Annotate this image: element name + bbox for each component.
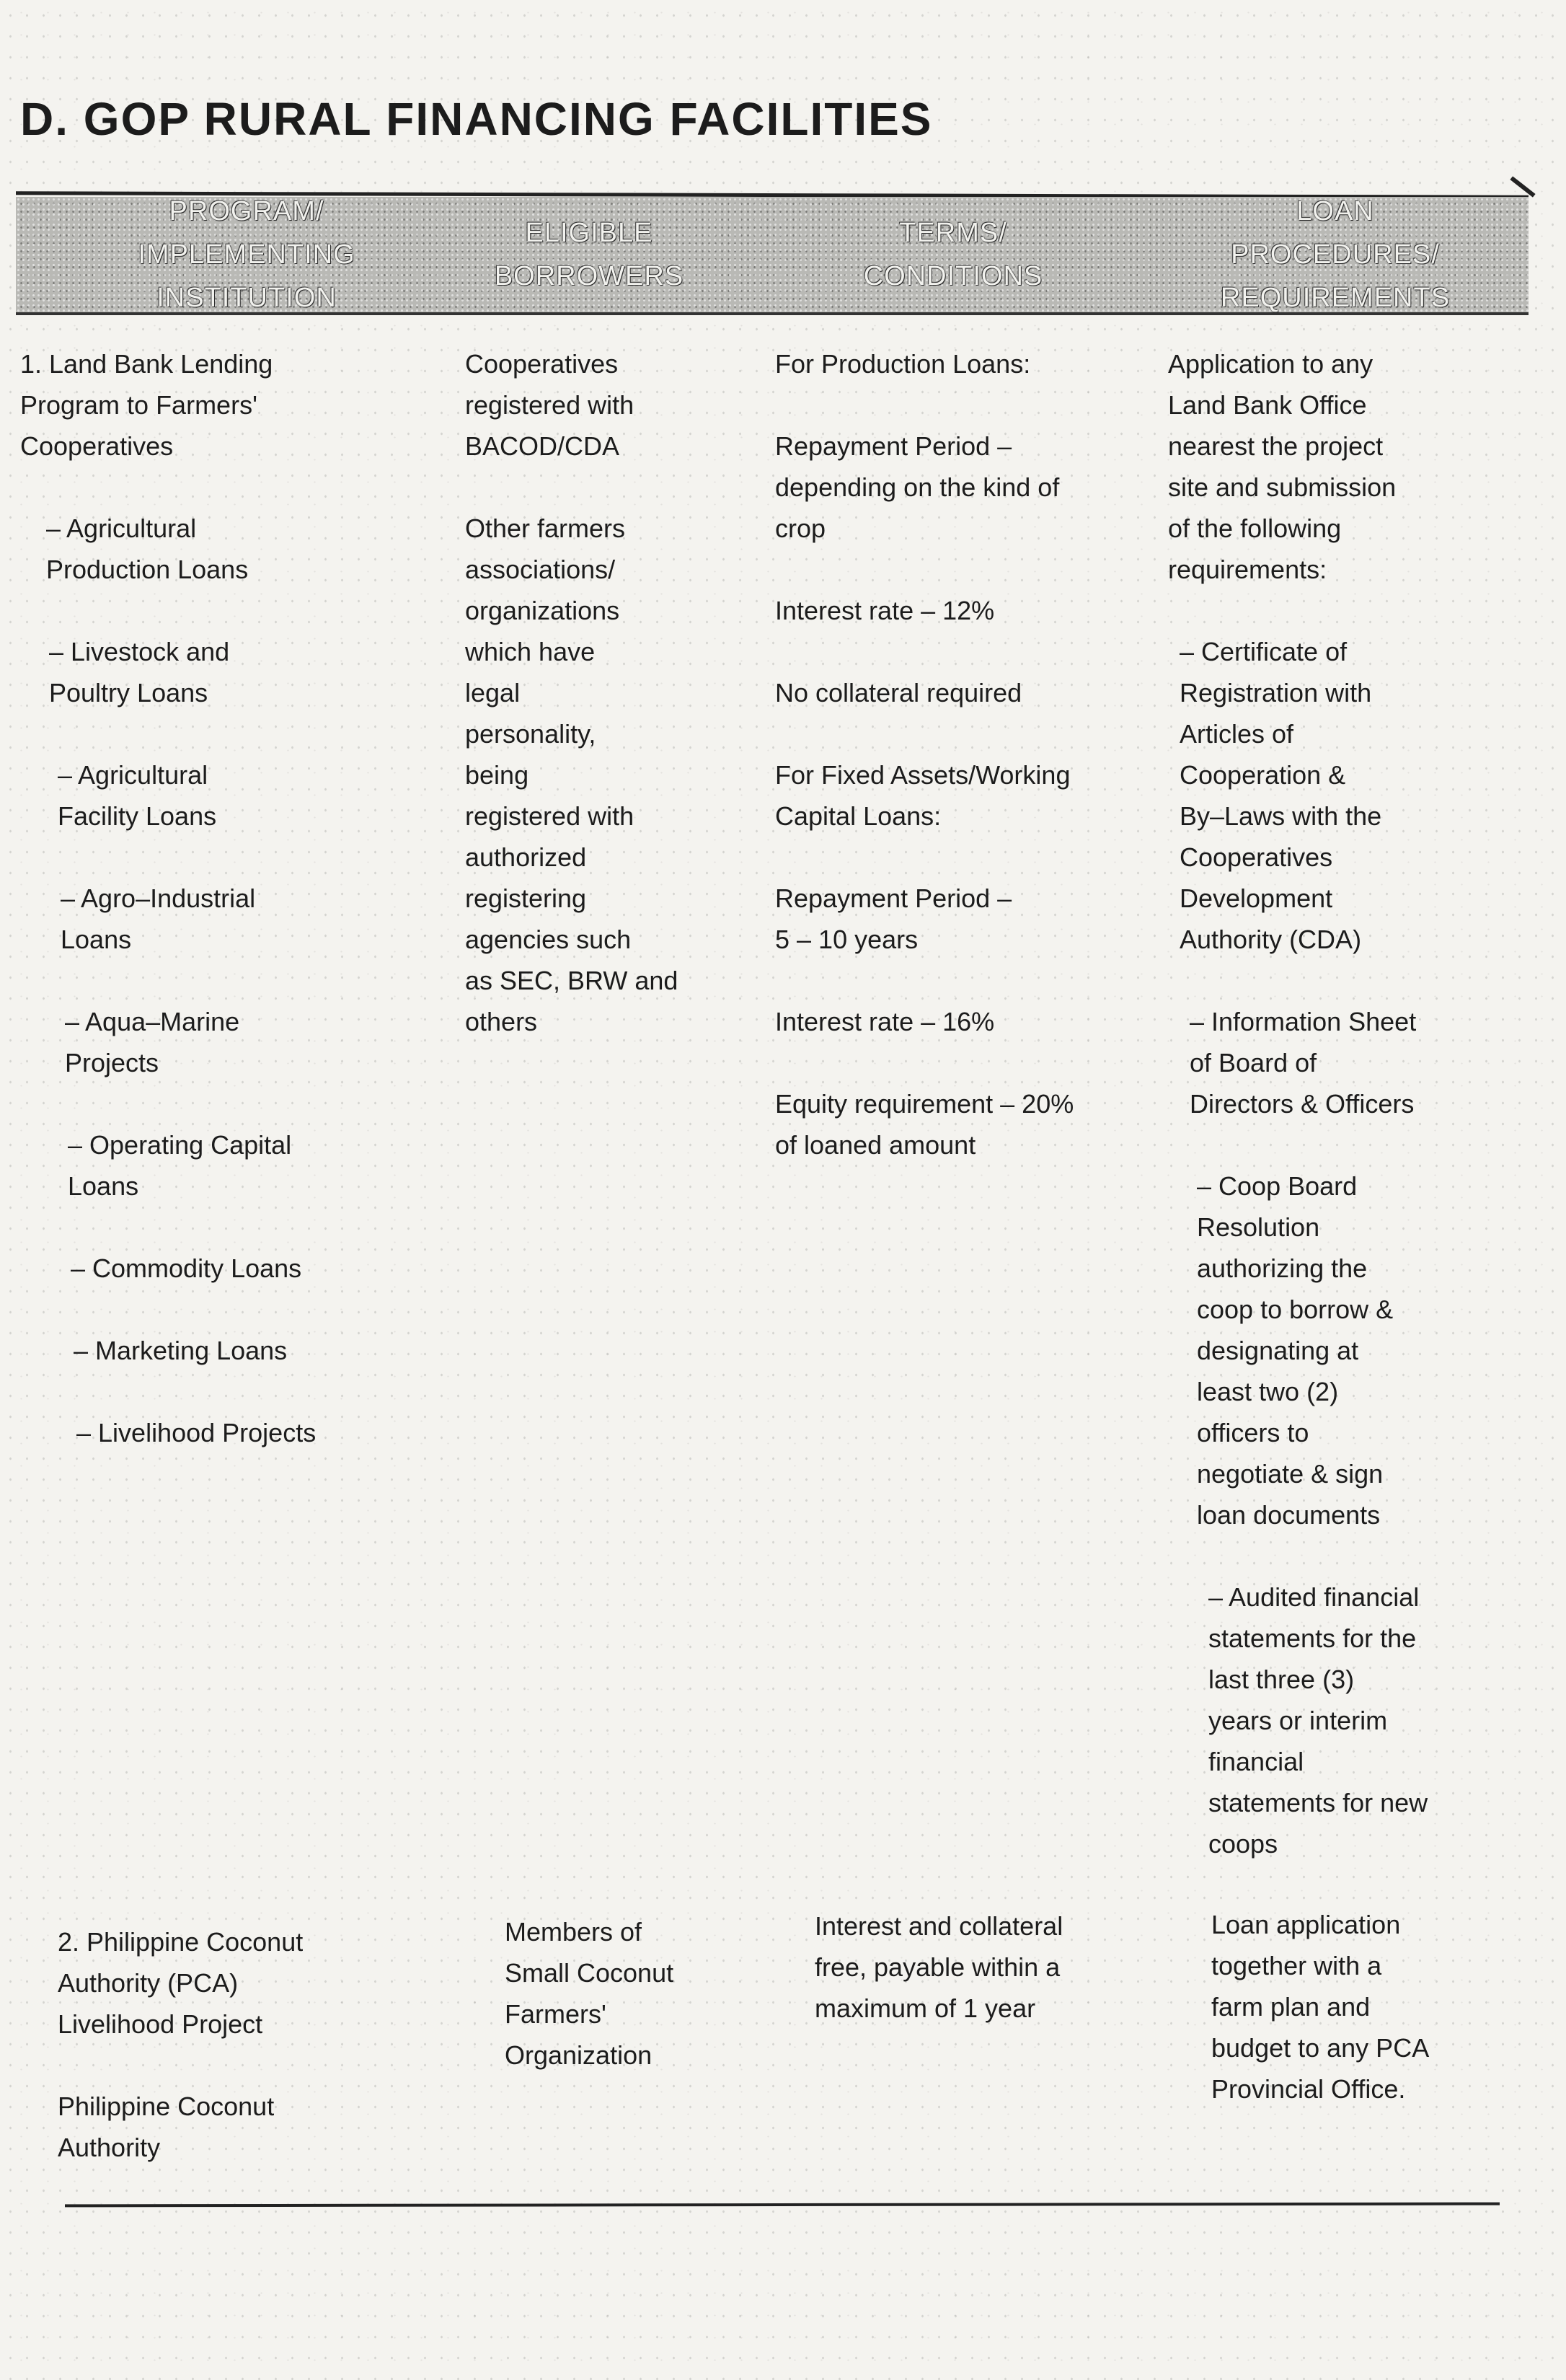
list-item: For Production Loans: [775, 349, 1031, 379]
list-item: – Information Sheet of Board of Directors & Officers [1190, 1007, 1417, 1119]
list-item: Interest rate – 16% [775, 1007, 995, 1036]
list-item: – Aqua–Marine Projects [65, 1007, 240, 1077]
page-title: D. GOP RURAL FINANCING FACILITIES [20, 93, 933, 145]
list-item: Equity requirement – 20% of loaned amount [775, 1089, 1074, 1160]
list-item: – Agro–Industrial Loans [61, 883, 256, 954]
header-procedures: LOAN PROCEDURES/ REQUIREMENTS [1220, 196, 1451, 313]
row1-terms [775, 343, 1074, 1165]
list-item: – Agricultural Production Loans [46, 514, 249, 584]
list-item: No collateral required [775, 678, 1022, 708]
row1-borrowers [465, 343, 678, 1042]
list-item: – Livestock and Poultry Loans [49, 637, 230, 708]
list-item: 2. Philippine Coconut Authority (PCA) Livelihood Project [58, 1927, 304, 2039]
list-item: Cooperatives registered with BACOD/CDA [465, 349, 634, 461]
list-item: Loan application together with a farm plan and budget to any PCA Provincial Office. [1211, 1910, 1430, 2104]
list-item: Repayment Period – 5 – 10 years [775, 883, 1012, 954]
list-item: Philippine Coconut Authority [58, 2092, 275, 2162]
list-item: Application to any Land Bank Office nearest the project site and submission of the following requirements: [1168, 349, 1397, 584]
list-item: – Marketing Loans [74, 1336, 288, 1365]
row1-procedures [1168, 343, 1428, 1864]
row2-terms [815, 1905, 1063, 2029]
list-item: – Audited financial statements for the last three (3) years or interim financial statements for new coops [1208, 1582, 1428, 1859]
list-item: Members of Small Coconut Farmers' Organization [505, 1917, 674, 2070]
list-item: Interest rate – 12% [775, 596, 995, 625]
list-item: – Certificate of Registration with Articles of Cooperation & By–Laws with the Cooperatives Development Authority (CDA) [1180, 637, 1382, 954]
list-item: – Coop Board Resolution authorizing the coop to borrow & designating at least two (2) officers to negotiate & sign loan documents [1197, 1171, 1394, 1530]
row2-program [58, 1921, 303, 2168]
list-item: For Fixed Assets/Working Capital Loans: [775, 760, 1071, 831]
list-item: – Livelihood Projects [76, 1418, 317, 1447]
list-item: 1. Land Bank Lending Program to Farmers' Cooperatives [20, 349, 273, 461]
row1-program [20, 343, 316, 1453]
header-program: PROGRAM/ IMPLEMENTING INSTITUTION [138, 196, 355, 313]
list-item: – Operating Capital Loans [68, 1130, 292, 1201]
row2-procedures [1211, 1904, 1429, 2110]
list-item: Interest and collateral free, payable within a maximum of 1 year [815, 1911, 1063, 2023]
header-terms: TERMS/ CONDITIONS [863, 218, 1043, 291]
list-item: – Agricultural Facility Loans [58, 760, 217, 831]
list-item: – Commodity Loans [71, 1253, 302, 1283]
list-item: Repayment Period – depending on the kind of crop [775, 431, 1060, 543]
row2-borrowers [505, 1911, 673, 2076]
header-borrowers: ELIGIBLE BORROWERS [494, 218, 684, 291]
list-item: Other farmers associations/ organizations which have legal personality, being registered with authorized registering agencies such as SEC, BRW and others [465, 514, 678, 1036]
